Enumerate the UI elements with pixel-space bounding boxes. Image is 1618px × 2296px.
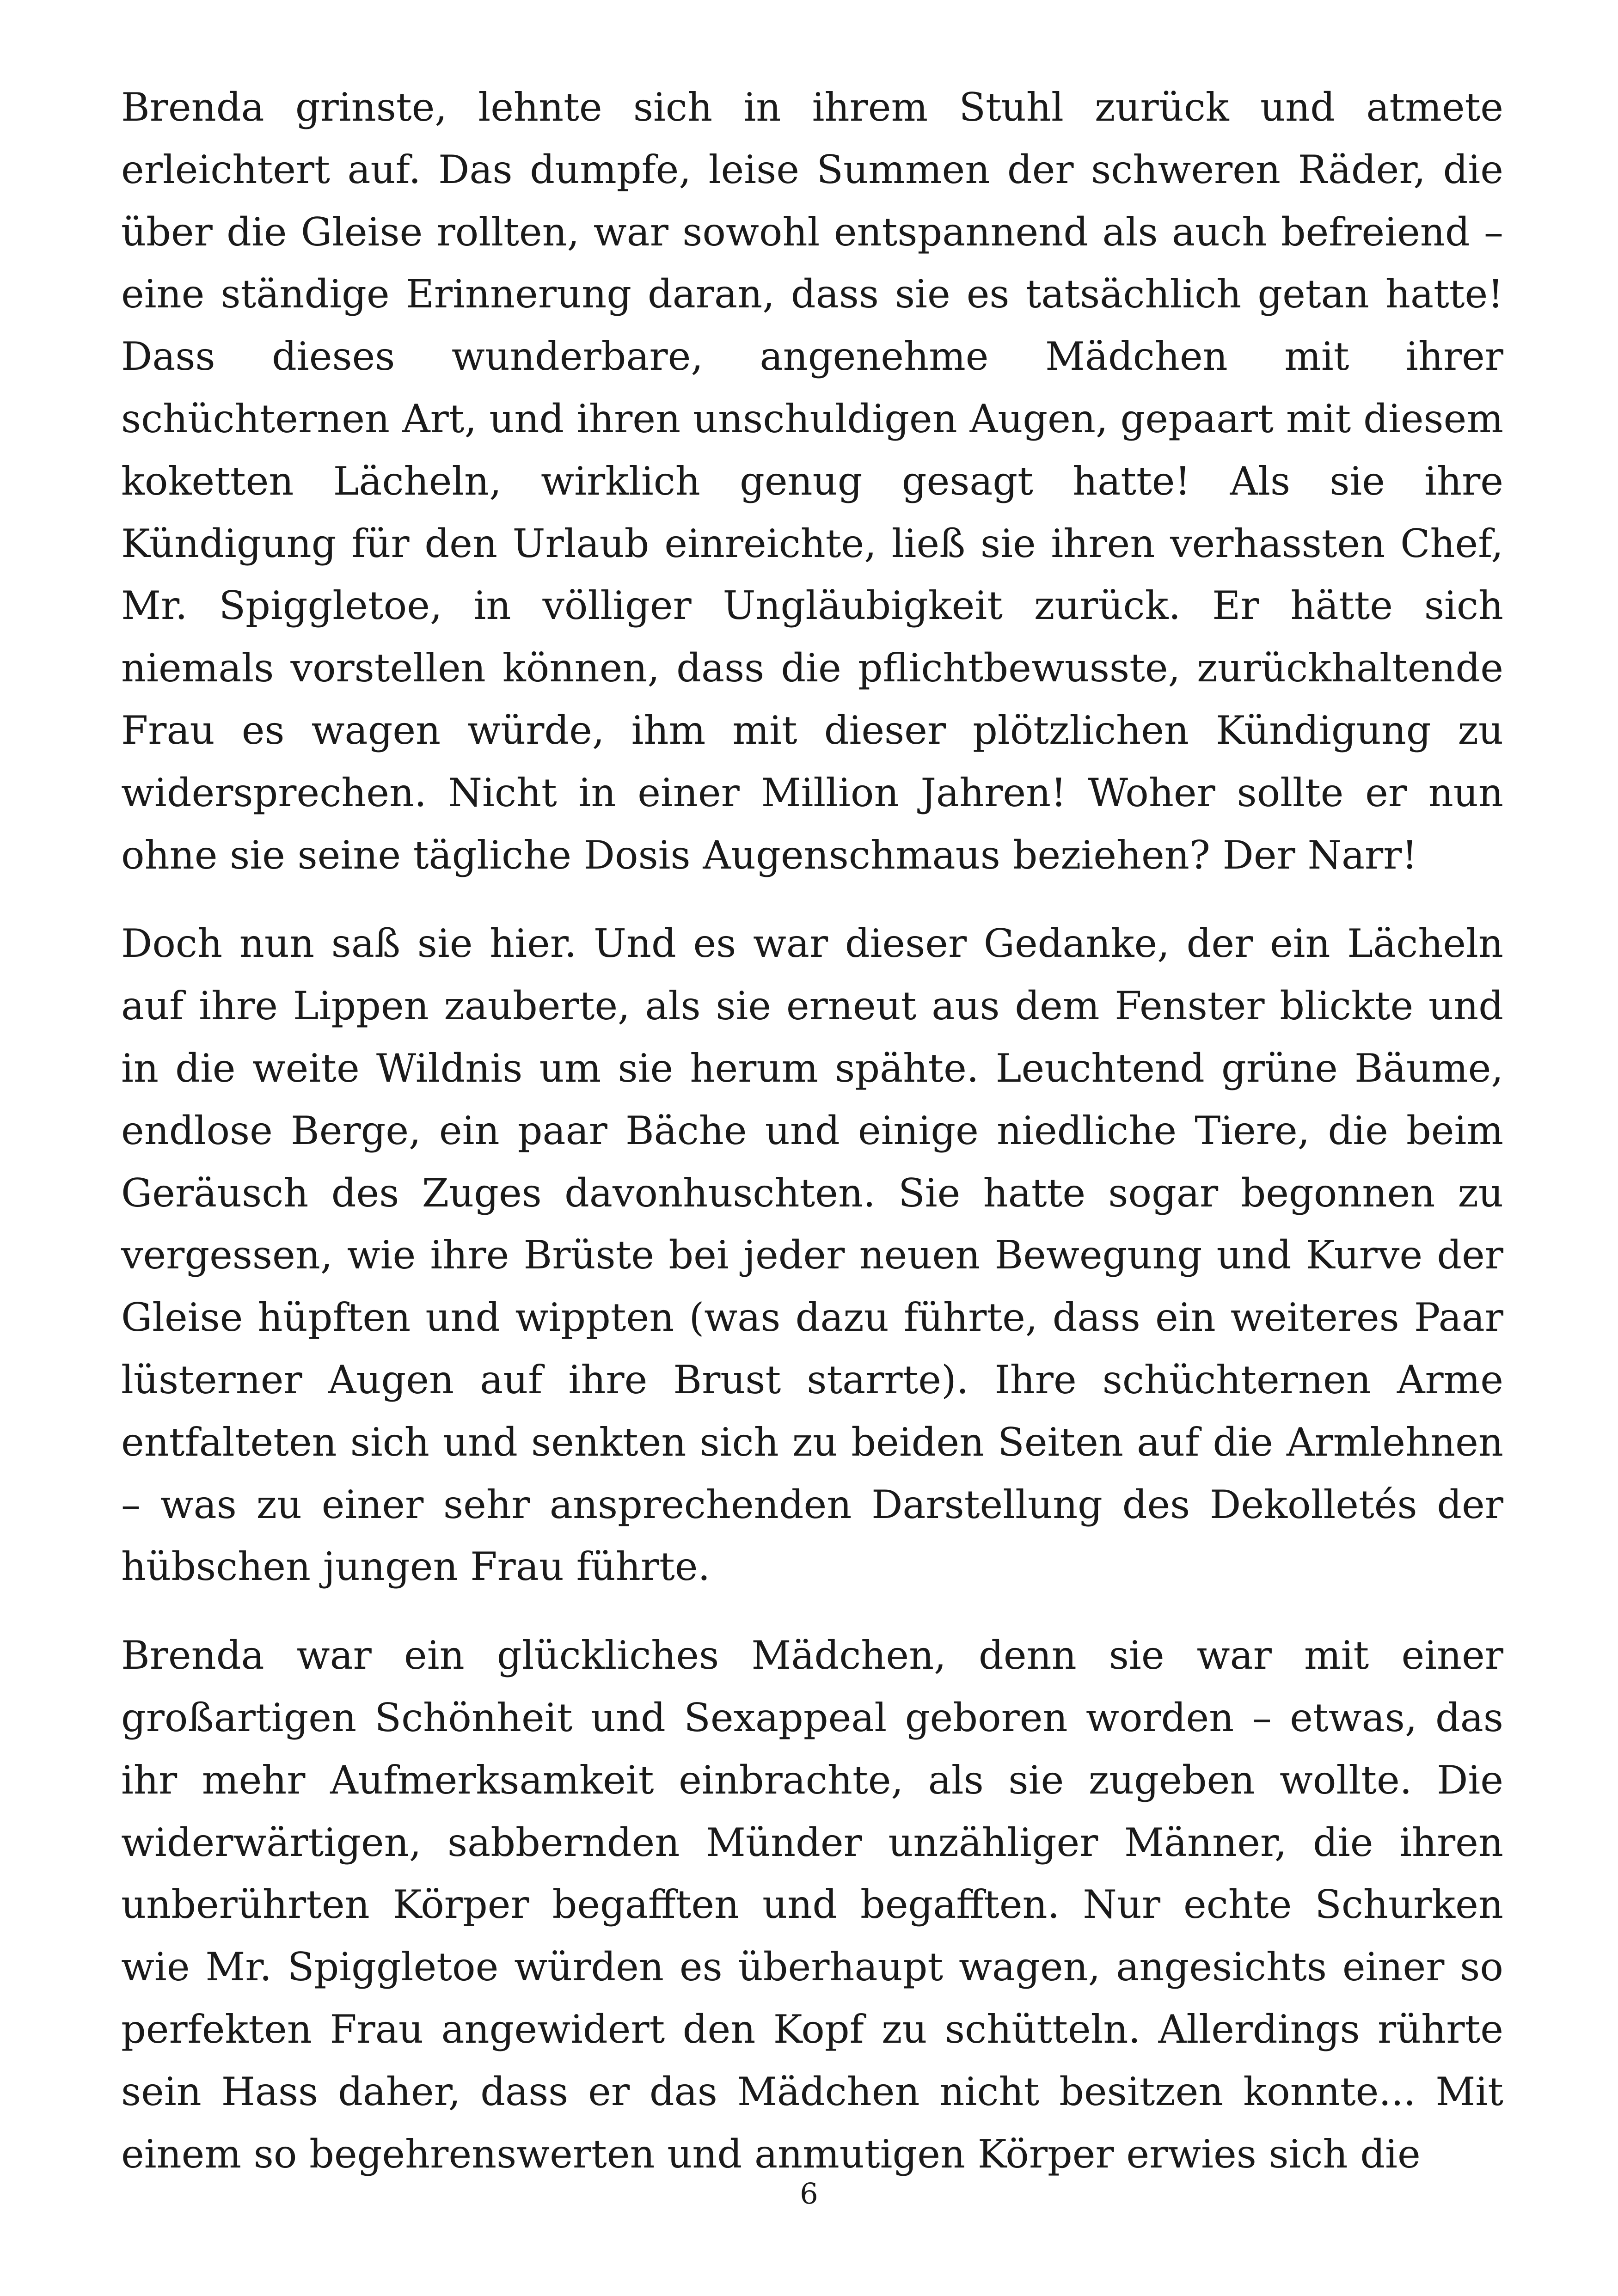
paragraph-1: Brenda grinste, lehnte sich in ihrem Stuhl zurück und atmete erleichtert auf. Das dumpfe, leise Summen der schweren Räder, die über die Gleise rollten, war sowohl entspannend als auch befreiend – eine ständige Erinnerung daran, dass sie es tatsächlich getan hatte! Dass dieses wunderbare, angenehme Mädchen mit ihrer schüchternen Art, und ihren unschuldigen Augen, gepaart mit diesem koketten Lächeln, wirklich genug gesagt hatte! Als sie ihre Kündigung für den Urlaub einreichte, ließ sie ihren verhassten Chef, Mr. Spiggletoe, in völliger Ungläubigkeit zurück. Er hätte sich niemals vorstellen können, dass die pflichtbewusste, zurückhaltende Frau es wagen würde, ihm mit dieser plötzlichen Kündigung zu widersprechen. Nicht in einer Million Jahren! Woher sollte er nun ohne sie seine tägliche Dosis Augenschmaus beziehen? Der Narr! bbox=[121, 85, 1503, 878]
paragraph-3: Brenda war ein glückliches Mädchen, denn sie war mit einer großartigen Schönheit und Sexappeal geboren worden – etwas, das ihr mehr Aufmerksamkeit einbrachte, als sie zugeben wollte. Die widerwärtigen, sabbernden Münder unzähliger Männer, die ihren unberührten Körper begafften und begafften. Nur echte Schurken wie Mr. Spiggletoe würden es überhaupt wagen, angesichts einer so perfekten Frau angewidert den Kopf zu schütteln. Allerdings rührte sein Hass daher, dass er das Mädchen nicht besitzen konnte... Mit einem so begehrenswerten und anmutigen Körper erwies sich die bbox=[121, 1633, 1503, 2177]
page-number: 6 bbox=[800, 2177, 818, 2210]
paragraph-2: Doch nun saß sie hier. Und es war dieser Gedanke, der ein Lächeln auf ihre Lippen zauberte, als sie erneut aus dem Fenster blickte und in die weite Wildnis um sie herum spähte. Leuchtend grüne Bäume, endlose Berge, ein paar Bäche und einige niedliche Tiere, die beim Geräusch des Zuges davonhuschten. Sie hatte sogar begonnen zu vergessen, wie ihre Brüste bei jeder neuen Bewegung und Kurve der Gleise hüpften und wippten (was dazu führte, dass ein weiteres Paar lüsterner Augen auf ihre Brust starrte). Ihre schüchternen Arme entfalteten sich und senkten sich zu beiden Seiten auf die Armlehnen – was zu einer sehr ansprechenden Darstellung des Dekolletés der hübschen jungen Frau führte. bbox=[121, 921, 1503, 1590]
body-text bbox=[121, 76, 1503, 2185]
